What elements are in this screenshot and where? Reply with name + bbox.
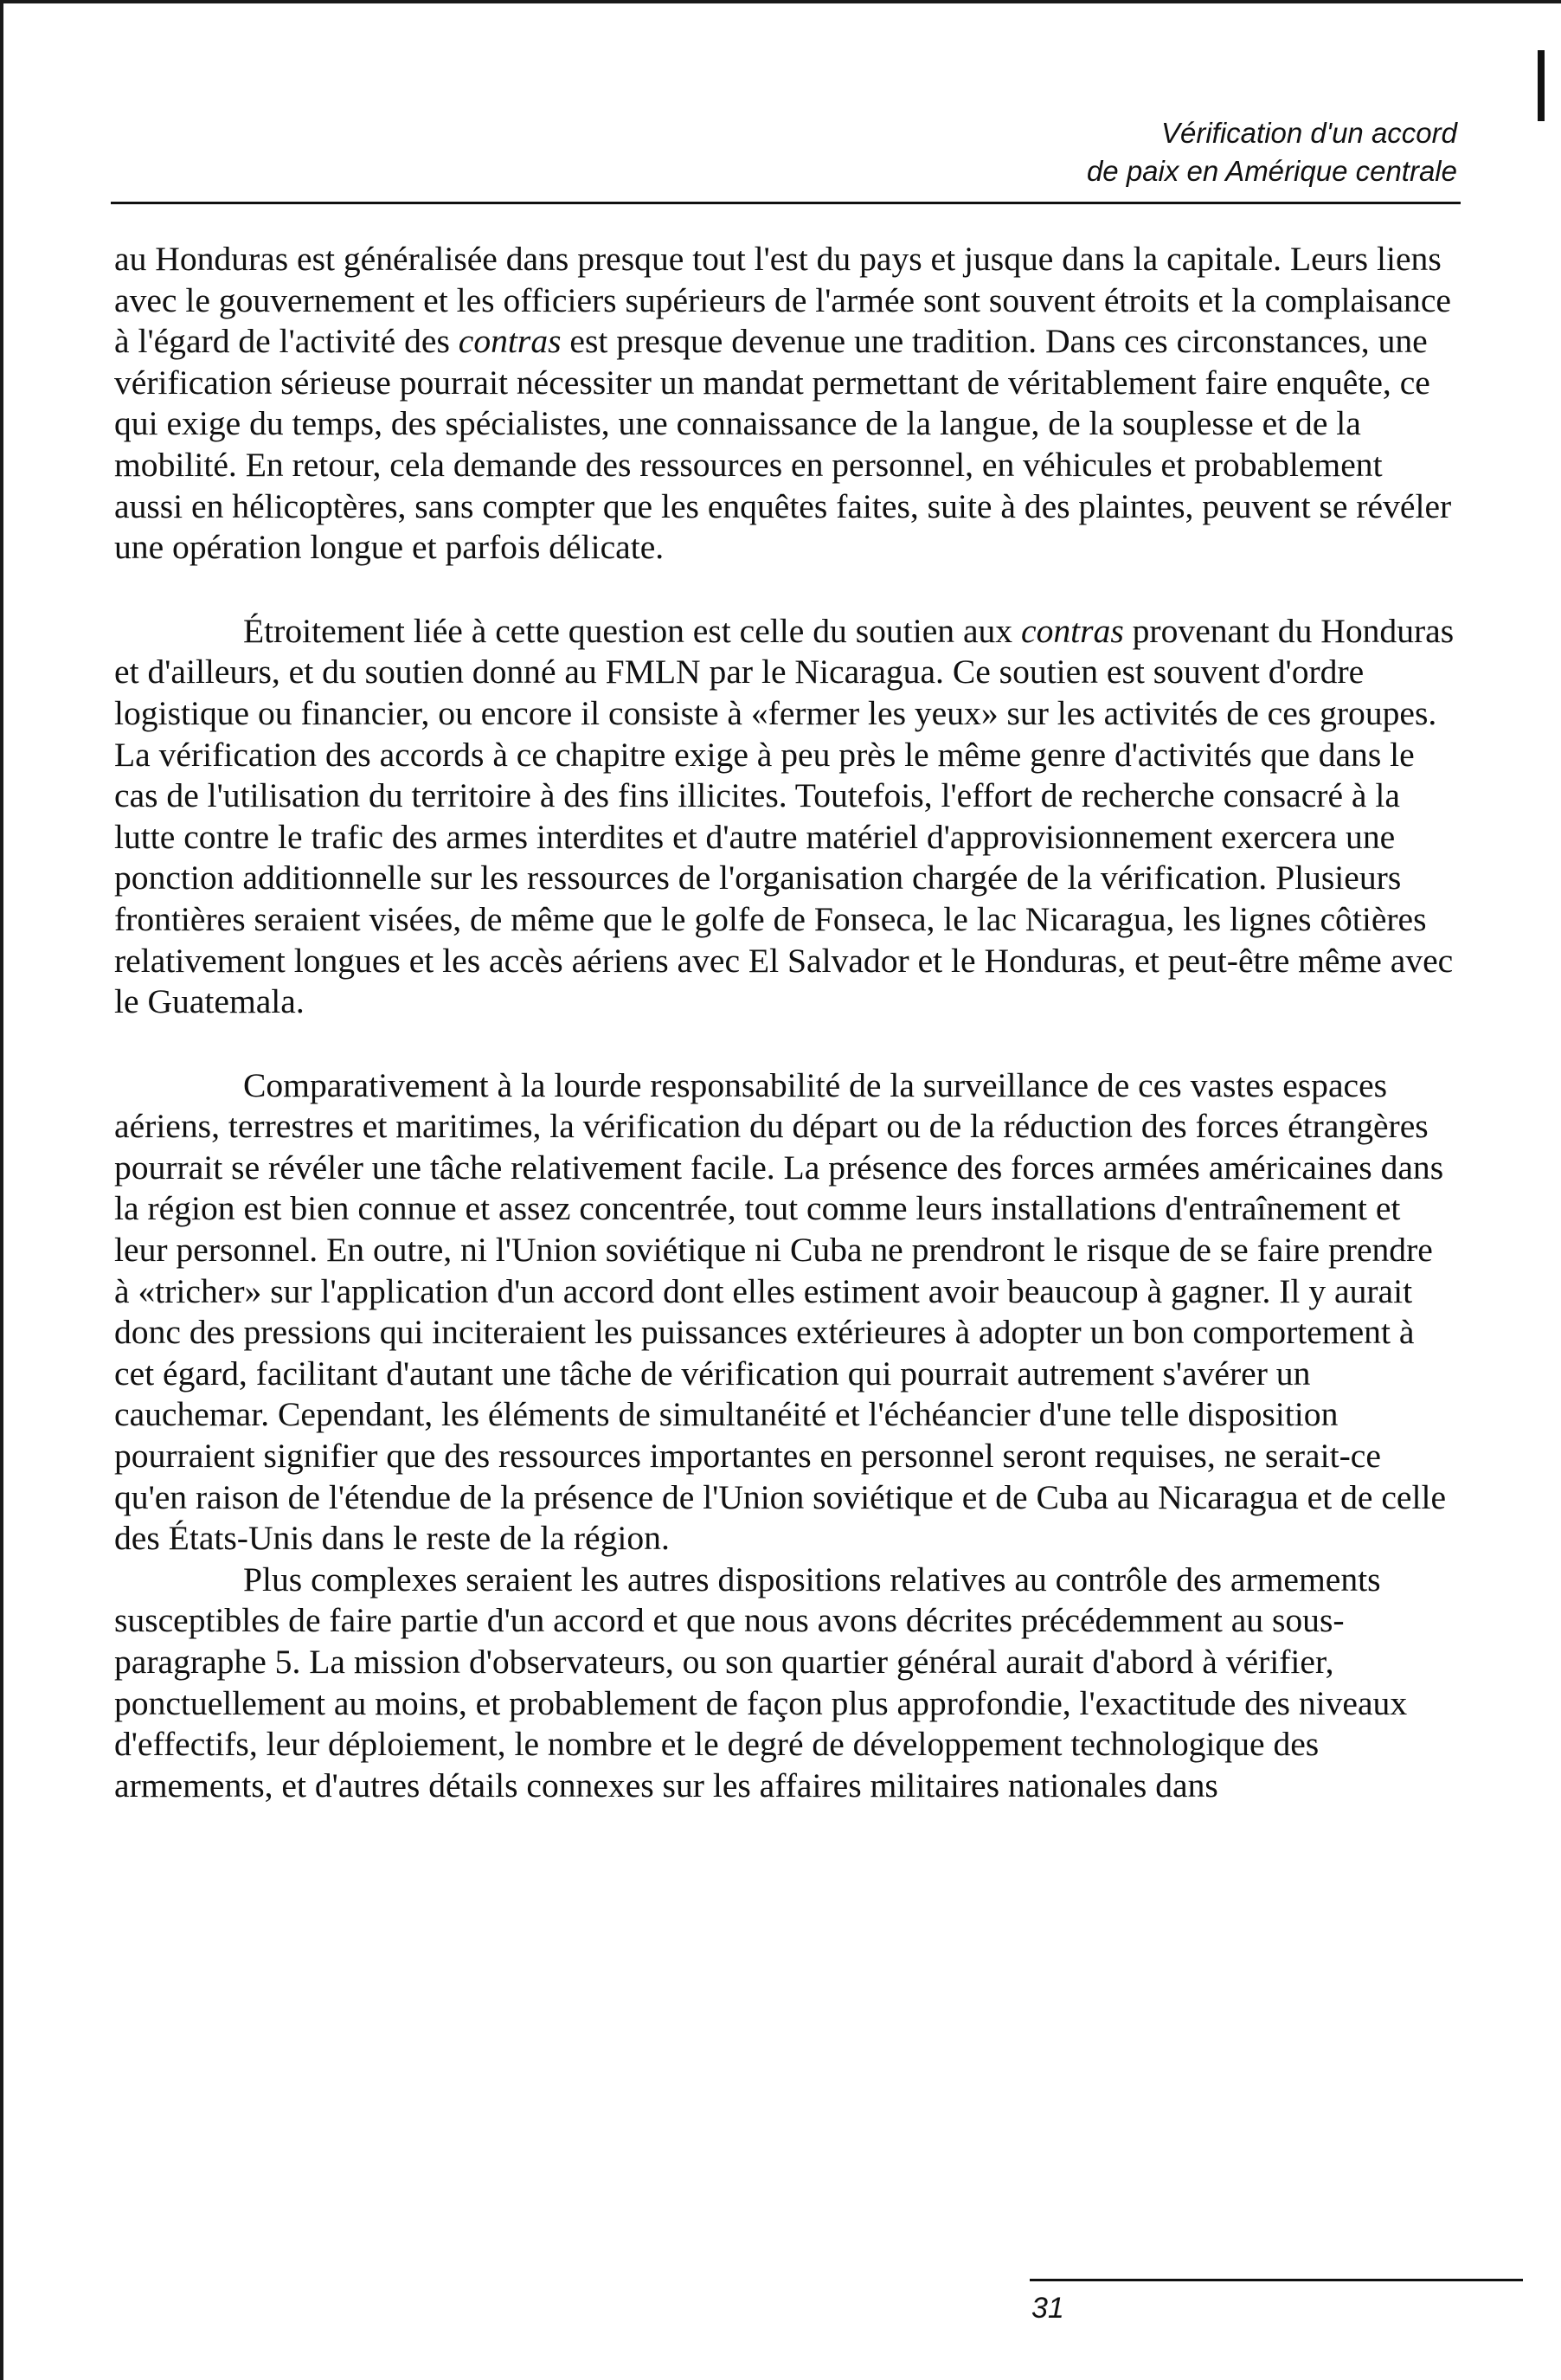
paragraph-3: Comparativement à la lourde responsabilité de la surveillance de ces vastes espaces aériens, terrestres et maritimes, la vérification du départ ou de la réduction des forces étrangères pourrait se révéler une tâche relativement facile. La présence des forces armées américaines dans la région est bien connue et assez concentrée, tout comme leurs installations d'entraînement et leur personnel. En outre, ni l'Union soviétique ni Cuba ne prendront le risque de se faire prendre à «tricher» sur l'application d'un accord dont elles estiment avoir beaucoup à gagner. Il y aurait donc des pressions qui inciteraient les puissances extérieures à adopter un bon comportement à cet égard, facilitant d'autant une tâche de vérification qui pourrait autrement s'avérer un cauchemar. Cependant, les éléments de simultanéité et l'échéancier d'une telle disposition pourraient signifier que des ressources importantes en personnel seront requises, ne serait-ce qu'en raison de l'étendue de la présence de l'Union soviétique et de Cuba au Nicaragua et de celle des États-Unis dans le reste de la région.: [114, 1065, 1447, 1558]
paragraph-2: [114, 611, 1455, 1023]
footer-rule: [1030, 2279, 1523, 2281]
header-rule: [111, 202, 1461, 204]
paragraph-1-text-a: au Honduras est généralisée dans presque tout l'est du pays et jusque dans la capitale. Leurs liens avec le gouvernement et les officiers supérieurs de l'armée sont souvent étroits et la complaisance à l'égard de l'activité des: [114, 240, 1451, 361]
page-frame-left: [0, 0, 3, 2380]
paragraph-1-emphasis: contras: [458, 322, 562, 361]
scan-mark: [1538, 50, 1545, 121]
running-header-line-1: Vérification d'un accord: [1161, 117, 1457, 149]
body-text: [114, 239, 1455, 1806]
paragraph-2-text-b: provenant du Honduras et d'ailleurs, et du soutien donné au FMLN par le Nicaragua. Ce soutien est souvent d'ordre logistique ou financier, ou encore il consiste à «fermer les yeux» sur les activités de ces groupes. La vérification des accords à ce chapitre exige à peu près le même genre d'activités que dans le cas de l'utilisation du territoire à des fins illicites. Toutefois, l'effort de recherche consacré à la lutte contre le trafic des armes interdites et d'autre matériel d'approvisionnement exercera une ponction additionnelle sur les ressources de l'organisation chargée de la vérification. Plusieurs frontières seraient visées, de même que le golfe de Fonseca, le lac Nicaragua, les lignes côtières relativement longues et les accès aériens avec El Salvador et le Honduras, et peut-être même avec le Guatemala.: [114, 611, 1455, 1021]
page-frame-top: [0, 0, 1561, 3]
page-number: 31: [1031, 2292, 1064, 2325]
running-header-line-2: de paix en Amérique centrale: [1086, 155, 1457, 187]
paragraph-1: [114, 239, 1455, 569]
paragraph-2-text-a: Étroitement liée à cette question est celle du soutien aux: [243, 611, 1021, 650]
running-header: [1087, 114, 1457, 190]
paragraph-4: Plus complexes seraient les autres dispositions relatives au contrôle des armements susceptibles de faire partie d'un accord et que nous avons décrites précédemment au sous-paragraphe 5. La mission d'observateurs, ou son quartier général aurait d'abord à vérifier, ponctuellement au moins, et probablement de façon plus approfondie, l'exactitude des niveaux d'effectifs, leur déploiement, le nombre et le degré de développement technologique des armements, et d'autres détails connexes sur les affaires militaires nationales dans: [114, 1560, 1408, 1804]
paragraph-2-emphasis: contras: [1021, 611, 1124, 650]
paragraph-1-text-b: est presque devenue une tradition. Dans ces circonstances, une vérification sérieuse pourrait nécessiter un mandat permettant de véritablement faire enquête, ce qui exige du temps, des spécialistes, une connaissance de la langue, de la souplesse et de la mobilité. En retour, cela demande des ressources en personnel, en véhicules et probablement aussi en hélicoptères, sans compter que les enquêtes faites, suite à des plaintes, peuvent se révéler une opération longue et parfois délicate.: [114, 322, 1452, 567]
